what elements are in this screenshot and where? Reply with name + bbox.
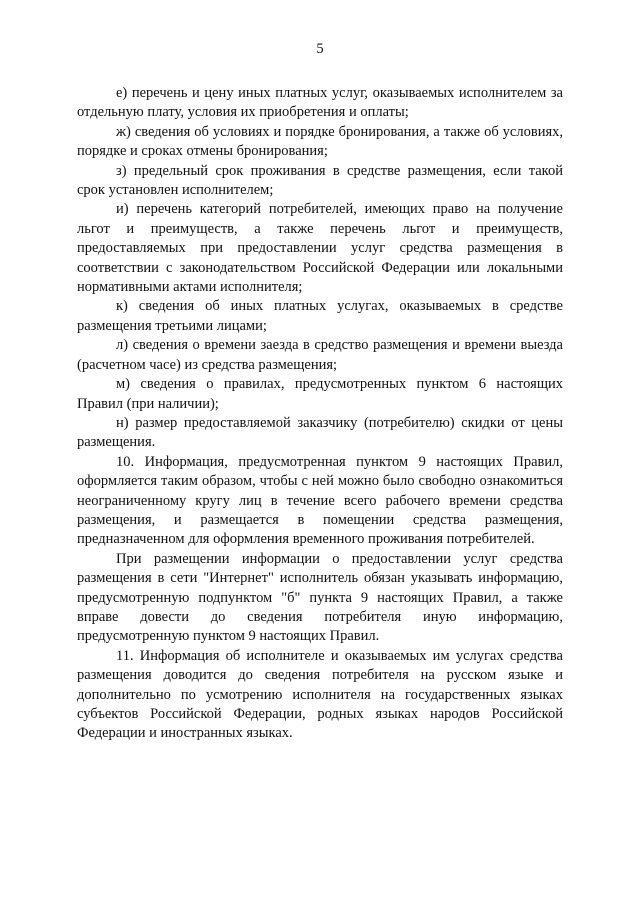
paragraph-item-e: е) перечень и цену иных платных услуг, оказываемых исполнителем за отдельную плату, условия их приобретения и оплаты;: [77, 85, 563, 121]
paragraph-item-zh: ж) сведения об условиях и порядке бронирования, а также об условиях, порядке и сроках отмены бронирования;: [77, 123, 563, 160]
paragraph-item-l: л) сведения о времени заезда в средство размещения и времени выезда (расчетном часе) из средства размещения;: [77, 337, 563, 373]
page-body: [77, 84, 563, 744]
paragraph-item-i: и) перечень категорий потребителей, имеющих право на получение льгот и преимуществ, а также перечень льгот и преимуществ, предоставляемых при предоставлении услуг средства размещения в соответствии с законодательством Российской Федерации или локальными нормативными актами исполнителя;: [77, 201, 563, 296]
paragraph-item-n: н) размер предоставляемой заказчику (потребителю) скидки от цены размещения.: [77, 414, 563, 451]
page-number: 5: [316, 41, 324, 57]
paragraph-internet-info: При размещении информации о предоставлении услуг средства размещения в сети "Интернет" исполнитель обязан указывать информацию, предусмотренную подпунктом "б" пункта 9 настоящих Правил, а также вправе довести до сведения потребителя иную информацию, предусмотренную пунктом 9 настоящих Правил.: [77, 550, 563, 645]
paragraph-clause-10: 10. Информация, предусмотренная пунктом 9 настоящих Правил, оформляется таким образом, чтобы с ней можно было свободно ознакомиться неограниченному кругу лиц в течение всего рабочего времени средства размещения, и размещается в помещении средства размещения, предназначенном для оформления временного проживания потребителей.: [77, 453, 563, 548]
paragraph-item-k: к) сведения об иных платных услугах, оказываемых в средстве размещения третьими лицами;: [77, 298, 563, 334]
paragraph-item-m: м) сведения о правилах, предусмотренных пунктом 6 настоящих Правил (при наличии);: [77, 376, 563, 412]
paragraph-item-z: з) предельный срок проживания в средстве размещения, если такой срок установлен исполнителем;: [77, 162, 563, 199]
paragraph-clause-11: 11. Информация об исполнителе и оказываемых им услугах средства размещения доводится до сведения потребителя на русском языке и дополнительно по усмотрению исполнителя на государственных языках субъектов Российской Федерации, родных языках народов Российской Федерации и иностранных языках.: [77, 647, 563, 742]
